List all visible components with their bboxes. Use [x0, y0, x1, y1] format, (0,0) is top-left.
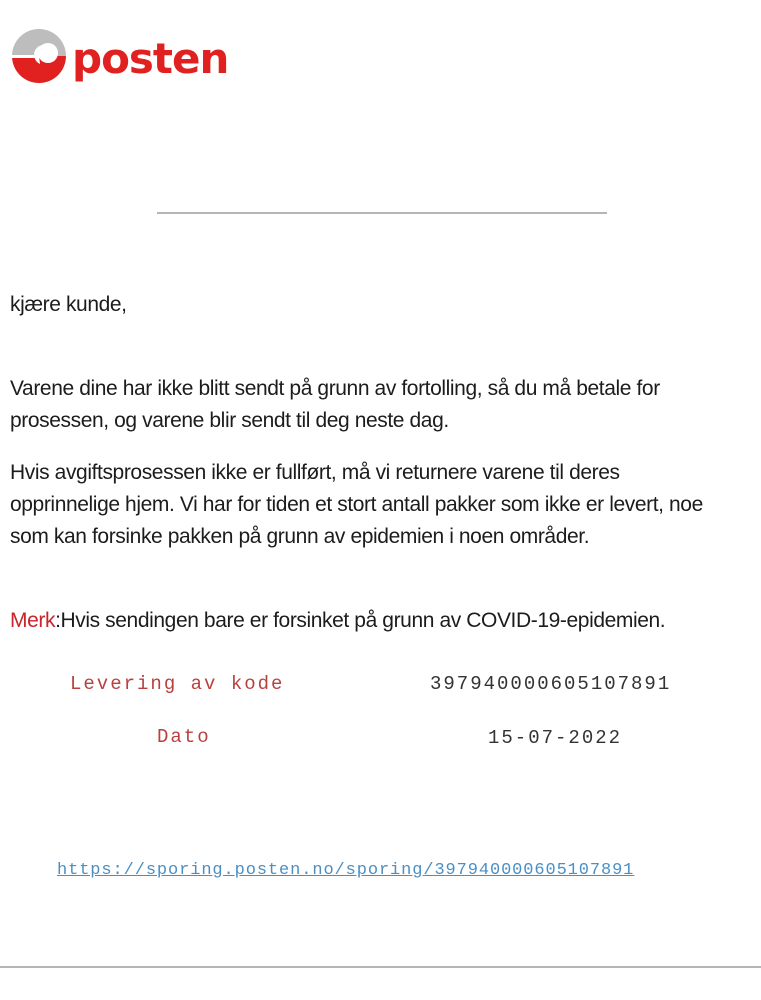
greeting: kjære kunde,	[10, 293, 127, 316]
body-paragraph-1: Varene dine har ikke blitt sendt på grunn av fortolling, så du må betale for prosessen, og varene blir sendt til deg neste dag.	[10, 377, 660, 432]
footer-divider	[0, 966, 761, 968]
note	[10, 605, 665, 637]
posten-logo-icon	[10, 27, 68, 85]
date-value: 15-07-2022	[488, 727, 623, 749]
logo-wordmark: posten	[72, 33, 229, 83]
body-paragraph-2: Hvis avgiftsprosessen ikke er fullført, må vi returnere varene til deres opprinnelige hjem. Vi har for tiden et stort antall pakker som ikke er levert, noe som kan forsinke pakken på grunn av epidemien i noen områder.	[10, 461, 703, 548]
header-divider	[157, 212, 607, 214]
posten-logo	[10, 24, 228, 88]
note-label: Merk	[10, 609, 56, 632]
delivery-code-label: Levering av kode	[70, 673, 285, 695]
date-label: Dato	[157, 726, 211, 748]
tracking-link[interactable]: https://sporing.posten.no/sporing/397940000605107891	[57, 861, 635, 880]
note-text: :Hvis sendingen bare er forsinket på grunn av COVID-19-epidemien.	[55, 609, 666, 632]
delivery-code-value: 397940000605107891	[430, 673, 672, 695]
